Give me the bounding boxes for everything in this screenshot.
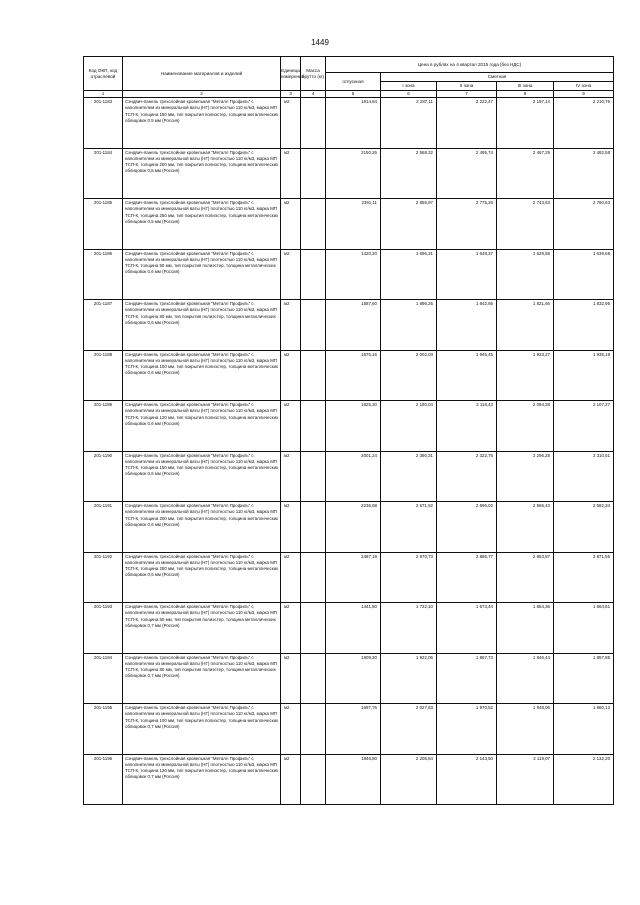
cell-name: Сэндвич-панель трехслойная кровельная "Металл Профиль" с наполнителем из минеральной ваты (НГ) плотностью 110 кг/м3, марка МП ТСП-К, толщина 50 мм, тип покрытия полиэстер, толщина металлических облицовок 0,7 мм (Россия) [123, 603, 281, 654]
column-number: 1 [84, 91, 123, 98]
cell-mass [301, 350, 326, 401]
column-number: 8 [497, 91, 554, 98]
cell-mass [301, 653, 326, 704]
cell-unit: м2 [281, 552, 301, 603]
cell-zone-2-price: 1 842,66 [437, 300, 497, 351]
cell-release-price: 1420,20 [326, 249, 381, 300]
cell-unit: м2 [281, 98, 301, 149]
price-table [83, 56, 614, 805]
cell-zone-2-price: 1 867,73 [437, 653, 497, 704]
cell-unit: м2 [281, 300, 301, 351]
cell-code: 201-1183 [84, 98, 123, 149]
cell-unit: м2 [281, 401, 301, 452]
cell-zone-3-price: 1 923,27 [497, 350, 554, 401]
cell-code: 201-1188 [84, 350, 123, 401]
cell-zone-1-price: 2 287,11 [381, 98, 437, 149]
cell-zone-4-price: 2 132,20 [554, 754, 614, 805]
header-unit: Единица измерения [281, 57, 301, 91]
cell-name: Сэндвич-панель трехслойная кровельная "Металл Профиль" с наполнителем из минеральной ваты (НГ) плотностью 110 кг/м3, марка МП ТСП-К, толщина 150 мм, тип покрытия полиэстер, толщина металлических облицовок 0,5 мм (Россия) [123, 98, 281, 149]
header-estimate: Сметная [381, 73, 614, 82]
cell-unit: м2 [281, 451, 301, 502]
cell-zone-4-price: 2 582,34 [554, 502, 614, 553]
cell-mass [301, 552, 326, 603]
cell-zone-3-price: 1 948,06 [497, 704, 554, 755]
cell-unit: м2 [281, 199, 301, 250]
cell-zone-4-price: 2 482,58 [554, 148, 614, 199]
cell-zone-4-price: 2 210,76 [554, 98, 614, 149]
table-header [84, 57, 614, 98]
header-zone-4: IV зона [554, 82, 614, 91]
cell-name: Сэндвич-панель трехслойная кровельная "Металл Профиль" с наполнителем из минеральной ваты (НГ) плотностью 110 кг/м3, марка МП ТСП-К, толщина 200 мм, тип покрытия полиэстер, толщина металлических облицовок 0,5 мм (Россия) [123, 148, 281, 199]
cell-name: Сэндвич-панель трехслойная кровельная "Металл Профиль" с наполнителем из минеральной ваты (НГ) плотностью 110 кг/м3, марка МП ТСП-К, толщина 120 мм, тип покрытия полиэстер, толщина металлических облицовок 0,6 мм (Россия) [123, 401, 281, 452]
header-zone-1: I зона [381, 82, 437, 91]
cell-release-price: 1609,20 [326, 653, 381, 704]
cell-release-price: 1846,80 [326, 754, 381, 805]
cell-mass [301, 502, 326, 553]
cell-zone-4-price: 2 310,51 [554, 451, 614, 502]
cell-unit: м2 [281, 148, 301, 199]
cell-release-price: 2236,68 [326, 502, 381, 553]
cell-release-price: 1587,60 [326, 300, 381, 351]
cell-code: 201-1195 [84, 704, 123, 755]
table-row [84, 653, 614, 704]
table-row [84, 300, 614, 351]
cell-zone-1-price: 2 205,84 [381, 754, 437, 805]
cell-release-price: 1914,84 [326, 98, 381, 149]
cell-release-price: 1676,16 [326, 350, 381, 401]
cell-mass [301, 249, 326, 300]
cell-zone-3-price: 1 654,36 [497, 603, 554, 654]
cell-zone-1-price: 2 390,31 [381, 451, 437, 502]
cell-unit: м2 [281, 350, 301, 401]
column-number: 9 [554, 91, 614, 98]
cell-name: Сэндвич-панель трехслойная кровельная "Металл Профиль" с наполнителем из минеральной ваты (НГ) плотностью 110 кг/м3, марка МП ТСП-К, толщина 50 мм, тип покрытия полиэстер, толщина металлических облицовок 0,6 мм (Россия) [123, 249, 281, 300]
cell-zone-3-price: 2 853,87 [497, 552, 554, 603]
cell-zone-1-price: 2 671,52 [381, 502, 437, 553]
table-row [84, 249, 614, 300]
cell-zone-2-price: 1 673,44 [437, 603, 497, 654]
cell-zone-4-price: 1 664,61 [554, 603, 614, 654]
cell-mass [301, 451, 326, 502]
cell-code: 201-1193 [84, 603, 123, 654]
cell-zone-2-price: 2 495,74 [437, 148, 497, 199]
cell-unit: м2 [281, 704, 301, 755]
cell-zone-1-price: 2 970,73 [381, 552, 437, 603]
table-row [84, 704, 614, 755]
table-row [84, 350, 614, 401]
cell-zone-3-price: 2 566,43 [497, 502, 554, 553]
page-number: 1449 [311, 38, 329, 47]
table-row [84, 603, 614, 654]
header-name: Наименование материалов и изделий [123, 57, 281, 91]
cell-zone-4-price: 1 857,85 [554, 653, 614, 704]
column-number: 7 [437, 91, 497, 98]
column-number: 3 [281, 91, 301, 98]
cell-unit: м2 [281, 653, 301, 704]
header-mass: Масса брутто (кг) [301, 57, 326, 91]
cell-zone-3-price: 1 629,58 [497, 249, 554, 300]
cell-zone-3-price: 2 743,63 [497, 199, 554, 250]
header-price-group: Цена в рублях на 4 квартал 2015 года (без НДС) [326, 57, 614, 73]
table-row [84, 552, 614, 603]
cell-zone-2-price: 2 886,77 [437, 552, 497, 603]
header-code: Код ОКП, код отраслевой [84, 57, 123, 91]
header-release: отпускная [326, 73, 381, 91]
table-row [84, 754, 614, 805]
cell-code: 201-1187 [84, 300, 123, 351]
cell-code: 201-1190 [84, 451, 123, 502]
cell-zone-4-price: 1 832,95 [554, 300, 614, 351]
table-row [84, 451, 614, 502]
cell-zone-2-price: 1 970,52 [437, 704, 497, 755]
column-number: 6 [381, 91, 437, 98]
column-number: 2 [123, 91, 281, 98]
table-row [84, 199, 614, 250]
cell-name: Сэндвич-панель трехслойная кровельная "Металл Профиль" с наполнителем из минеральной ваты (НГ) плотностью 110 кг/м3, марка МП ТСП-К, толщина 80 мм, тип покрытия полиэстер, толщина металлических облицовок 0,7 мм (Россия) [123, 653, 281, 704]
cell-release-price: 2487,19 [326, 552, 381, 603]
cell-name: Сэндвич-панель трехслойная кровельная "Металл Профиль" с наполнителем из минеральной ваты (НГ) плотностью 110 кг/м3, марка МП ТСП-К, толщина 250 мм, тип покрытия полиэстер, толщина металлических облицовок 0,6 мм (Россия) [123, 552, 281, 603]
cell-mass [301, 300, 326, 351]
cell-zone-1-price: 1 922,05 [381, 653, 437, 704]
cell-name: Сэндвич-панель трехслойная кровельная "Металл Профиль" с наполнителем из минеральной ваты (НГ) плотностью 110 кг/м3, марка МП ТСП-К, толщина 250 мм, тип покрытия полиэстер, толщина металлических облицовок 0,5 мм (Россия) [123, 199, 281, 250]
cell-code: 201-1196 [84, 754, 123, 805]
cell-code: 201-1184 [84, 148, 123, 199]
cell-release-price: 2391,11 [326, 199, 381, 250]
cell-release-price: 2150,26 [326, 148, 381, 199]
table-body [84, 98, 614, 805]
cell-zone-4-price: 1 960,13 [554, 704, 614, 755]
cell-release-price: 1697,76 [326, 704, 381, 755]
cell-name: Сэндвич-панель трехслойная кровельная "Металл Профиль" с наполнителем из минеральной ваты (НГ) плотностью 110 кг/м3, марка МП ТСП-К, толщина 150 мм, тип покрытия полиэстер, толщина металлических облицовок 0,6 мм (Россия) [123, 451, 281, 502]
header-zone-2: II зона [437, 82, 497, 91]
cell-zone-1-price: 2 002,03 [381, 350, 437, 401]
column-number: 4 [301, 91, 326, 98]
cell-zone-2-price: 1 945,45 [437, 350, 497, 401]
cell-zone-3-price: 2 119,07 [497, 754, 554, 805]
cell-zone-1-price: 2 568,32 [381, 148, 437, 199]
cell-mass [301, 98, 326, 149]
cell-zone-1-price: 1 722,10 [381, 603, 437, 654]
cell-zone-4-price: 2 871,56 [554, 552, 614, 603]
column-number: 5 [326, 91, 381, 98]
cell-zone-3-price: 1 846,44 [497, 653, 554, 704]
cell-mass [301, 704, 326, 755]
cell-unit: м2 [281, 754, 301, 805]
cell-zone-1-price: 1 896,25 [381, 300, 437, 351]
table-row [84, 401, 614, 452]
cell-zone-2-price: 2 322,75 [437, 451, 497, 502]
cell-mass [301, 148, 326, 199]
table-row [84, 98, 614, 149]
cell-unit: м2 [281, 249, 301, 300]
cell-zone-3-price: 2 467,29 [497, 148, 554, 199]
cell-name: Сэндвич-панель трехслойная кровельная "Металл Профиль" с наполнителем из минеральной ваты (НГ) плотностью 110 кг/м3, марка МП ТСП-К, толщина 100 мм, тип покрытия полиэстер, толщина металлических облицовок 0,6 мм (Россия) [123, 350, 281, 401]
cell-code: 201-1185 [84, 199, 123, 250]
cell-mass [301, 199, 326, 250]
cell-release-price: 1441,80 [326, 603, 381, 654]
cell-zone-2-price: 2 775,26 [437, 199, 497, 250]
cell-mass [301, 401, 326, 452]
cell-zone-4-price: 2 760,63 [554, 199, 614, 250]
cell-code: 201-1186 [84, 249, 123, 300]
cell-zone-1-price: 2 855,97 [381, 199, 437, 250]
cell-unit: м2 [281, 502, 301, 553]
cell-zone-4-price: 1 639,68 [554, 249, 614, 300]
cell-name: Сэндвич-панель трехслойная кровельная "Металл Профиль" с наполнителем из минеральной ваты (НГ) плотностью 110 кг/м3, марка МП ТСП-К, толщина 80 мм, тип покрытия полиэстер, толщина металлических облицовок 0,6 мм (Россия) [123, 300, 281, 351]
cell-zone-1-price: 1 696,31 [381, 249, 437, 300]
cell-zone-4-price: 1 935,19 [554, 350, 614, 401]
cell-zone-3-price: 2 296,28 [497, 451, 554, 502]
cell-zone-3-price: 2 197,14 [497, 98, 554, 149]
cell-zone-2-price: 2 222,47 [437, 98, 497, 149]
cell-zone-3-price: 1 821,66 [497, 300, 554, 351]
cell-code: 201-1192 [84, 552, 123, 603]
cell-unit: м2 [281, 603, 301, 654]
table-row [84, 148, 614, 199]
cell-name: Сэндвич-панель трехслойная кровельная "Металл Профиль" с наполнителем из минеральной ваты (НГ) плотностью 110 кг/м3, марка МП ТСП-К, толщина 120 мм, тип покрытия полиэстер, толщина металлических облицовок 0,7 мм (Россия) [123, 754, 281, 805]
cell-release-price: 2001,24 [326, 451, 381, 502]
cell-zone-2-price: 1 648,37 [437, 249, 497, 300]
cell-zone-2-price: 2 596,02 [437, 502, 497, 553]
cell-code: 201-1194 [84, 653, 123, 704]
cell-mass [301, 603, 326, 654]
cell-name: Сэндвич-панель трехслойная кровельная "Металл Профиль" с наполнителем из минеральной ваты (НГ) плотностью 110 кг/м3, марка МП ТСП-К, толщина 100 мм, тип покрытия полиэстер, толщина металлических облицовок 0,7 мм (Россия) [123, 704, 281, 755]
cell-code: 201-1191 [84, 502, 123, 553]
cell-code: 201-1189 [84, 401, 123, 452]
cell-zone-1-price: 2 180,04 [381, 401, 437, 452]
cell-mass [301, 754, 326, 805]
cell-zone-4-price: 2 107,27 [554, 401, 614, 452]
cell-release-price: 1825,20 [326, 401, 381, 452]
header-zone-3: III зона [497, 82, 554, 91]
cell-zone-2-price: 2 143,50 [437, 754, 497, 805]
cell-zone-1-price: 2 027,83 [381, 704, 437, 755]
cell-zone-3-price: 2 094,28 [497, 401, 554, 452]
column-number-row [84, 91, 614, 98]
cell-name: Сэндвич-панель трехслойная кровельная "Металл Профиль" с наполнителем из минеральной ваты (НГ) плотностью 110 кг/м3, марка МП ТСП-К, толщина 200 мм, тип покрытия полиэстер, толщина металлических облицовок 0,6 мм (Россия) [123, 502, 281, 553]
cell-zone-2-price: 2 118,43 [437, 401, 497, 452]
table-row [84, 502, 614, 553]
